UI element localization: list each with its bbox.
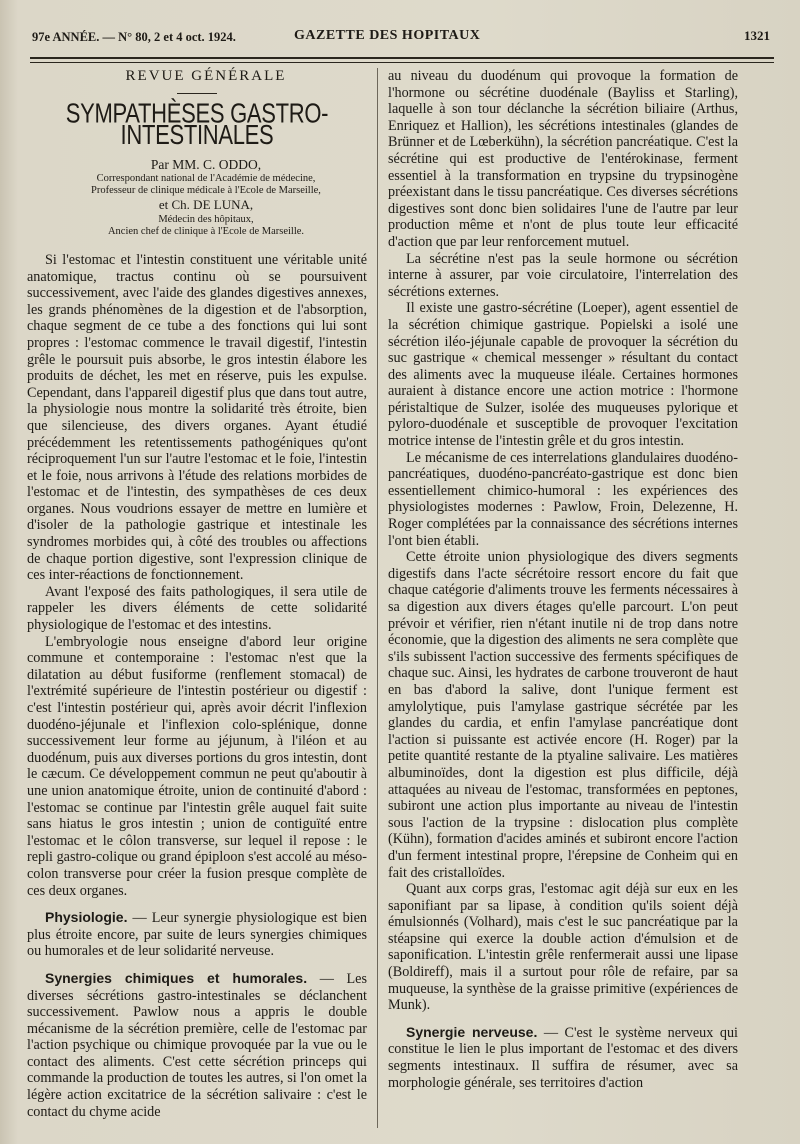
author-1: Par MM. C. ODDO,	[150, 156, 262, 172]
paragraph-synergies	[27, 970, 367, 1120]
paragraph-synergie-nerveuse-text: — C'est le système nerveux qui constitue le lien le plus important de l'estomac et des divers segments intestinaux. Il suffira de résumer, avec sa morphologie générale, ses territoires d'action	[388, 1024, 738, 1091]
paragraph-continued: au niveau du duodénum qui provoque la formation de l'hormone ou sécrétine duodénale (Bayliss et Starling), laquelle à son tour déclanche la sécrétion biliaire (Arthus, Enriquez et Hallion), les sécrétions intestinales (glandes de Brünner et de Lœberkühn), la sécrétion pancréatique. C'est la sécrétine qui est productive de l'entérokinase, ferment essentiel à la transformation en trypsine du trypsinogène préexistant dans le tissu pancréatique. Ces diverses sécrétions digestives sont donc bien solidaires l'une de l'autre par leur production même et n'ont de plus toute leur efficacité d'action que par leur renforcement mutuel.	[388, 68, 738, 250]
paragraph-synergies-text: — Les diverses sécrétions gastro-intestinales se déclanchent successivement. Pawlow nous a appris le double mécanisme de la sécrétion première, celle de l'estomac par l'action psychique ou chimique provoquée par la vue ou le contact des aliments. C'est cette sécrétion princeps qui commande la production de toutes les autres, si l'on omet la légère action excitatrice de la sécrétion salivaire : c'est le contact du chyme acide	[27, 970, 367, 1120]
page-header	[32, 22, 770, 48]
author-1-affiliation-2: Professeur de clinique médicale à l'Ecole de Marseille,	[91, 185, 321, 197]
header-rule-thin	[30, 62, 774, 63]
heading-synergie-nerveuse: Synergie nerveuse.	[406, 1023, 538, 1040]
column-divider	[377, 68, 378, 1128]
paragraph-3: L'embryologie nous enseigne d'abord leur origine commune et contemporaine : l'estomac n'est que la dilatation au début fusiforme (renflement stomacal) de l'extrémité supérieure de l'intestin postérieur ou digestif : c'est l'intestin postérieur qui, après avoir décrit l'inflexion duodéno-jéjunale et l'inflexion colo-splénique, donne successivement leur forme au jéjunum, à l'iléon et au duodénum, puis aux diverses portions du gros intestin, dont le cæcum. Ce développement commun ne peut qu'aboutir à une union anatomique étroite, union de continuité d'abord : l'estomac se continue par l'intestin grêle auquel fait suite sans hiatus le gros intestin ; union de contiguïté entre l'estomac et le côlon transverse, sur lequel il repose : le repli gastro-colique ou grand épiploon s'est accolé au méso-colon transverse pour créer la fusion presque complète de ces deux organes.	[27, 633, 367, 899]
section-rule	[177, 93, 217, 94]
paragraph-gastro-secretine: Il existe une gastro-sécrétine (Loeper), agent essentiel de la sécrétion chimique gastrique. Popielski a isolé une sécrétion iléo-jéjunale capable de provoquer la sécrétion du suc gastrique « chemical messenger » résultant du contact des aliments avec la muqueuse iléale. Certaines hormones auraient à distance encore une action motrice : l'hormone péristaltique de Sulzer, isolée des muqueuses pylorique et pyloro-duodénale et susceptible de provoquer l'excitation motrice intense de l'intestin grêle et du gros intestin.	[388, 300, 738, 450]
paragraph-union: Cette étroite union physiologique des divers segments digestifs dans l'acte sécrétoire ressort encore du fait que chaque catégorie d'aliments trouve les ferments nécessaires à sa digestion aux divers étages qu'elle parcourt. L'on peut prévoir et vérifier, rien n'étant inutile ni de trop dans notre économie, que la digestion des aliments ne sera complète que s'ils subissent l'action successive des ferments spécifiques de chaque suc. Ainsi, les hydrates de carbone trouveront de haut en bas d'abord la salive, dont l'unique ferment est amylolytique, puis l'amylase gastrique sécrétée par les glandes du cardia, et enfin l'amylase pancréatique dont l'action si puissante est activée encore (H. Roger) par la petite quantité restante de la ptyaline salivaire. Les matières albuminoïdes, dont la digestion est plus difficile, déjà attaquées au niveau de l'estomac, transformées en peptones, subiront une action plus importante au niveau de l'intestin sous l'action de la trypsine : dislocation plus complète (Kühn), formation d'acides aminés et subiront encore l'action d'un ferment intestinal propre, l'érepsine de Conheim qui en fait des cristalloïdes.	[388, 549, 738, 881]
author-2-affiliation-2: Ancien chef de clinique à l'Ecole de Marseille.	[107, 225, 305, 237]
author-1-affiliation-1: Correspondant national de l'Académie de médecine,	[96, 173, 316, 185]
paragraph-secretine: La sécrétine n'est pas la seule hormone ou sécrétion interne à assurer, par voie circulatoire, l'interrelation des sécrétions externes.	[388, 250, 738, 300]
page-number: 1321	[744, 28, 770, 43]
author-2-affiliation-1: Médecin des hôpitaux,	[158, 213, 254, 225]
author-2: et Ch. DE LUNA,	[158, 197, 254, 213]
heading-synergies: Synergies chimiques et humorales.	[45, 969, 308, 986]
section-label: REVUE GÉNÉRALE	[125, 68, 287, 84]
journal-title: GAZETTE DES HOPITAUX	[294, 28, 481, 43]
paragraph-mecanisme: Le mécanisme de ces interrelations glandulaires duodéno-pancréatiques, duodéno-pancréato-gastrique est donc bien essentiellement chimico-humoral : les expériences des physiologistes modernes : Pawlow, Froin, Delezenne, H. Roger complétées par la connaissance des sécrétions internes l'ont bien établi.	[388, 449, 738, 549]
paragraph-intro: Si l'estomac et l'intestin constituent une véritable unité anatomique, tractus continu où se poursuivent successivement, avec l'aide des glandes digestives annexes, les grands phénomènes de la digestion et de l'absorption, chaque segment de ce tube a des fonctions qui lui sont propres : l'estomac commence le travail digestif, l'intestin grêle le poursuit puis absorbe, le gros intestin élabore les produits de déchet, les met en réserve, puis les expulse. Cependant, dans l'appareil digestif plus que dans tout autre, la physiologie nous montre la solidarité très étroite, bien que silencieuse, des divers organes. Ayant étudié précédemment les retentissements pathogéniques qu'ont réciproquement l'un sur l'autre l'estomac et le foie, l'intestin et le foie, nous arrivons à l'étude des relations morbides de l'estomac et de l'intestin, des sympathèses de ces deux organes. Nous voudrions essayer de mettre en lumière et d'isoler de la pathologie gastrique et intestinale les syndromes morbides qui, à côté des troubles ou affections de chaque portion digestive, sont l'expression clinique de ces inter-réactions de fonctionnement.	[27, 251, 367, 584]
header-rule-thick	[30, 57, 774, 59]
paragraph-corps-gras: Quant aux corps gras, l'estomac agit déjà sur eux en les saponifiant par sa lipase, à condition qu'ils soient déjà émulsionnés (Volhard), mais c'est le suc pancréatique par la stéapsine qui exerce la double action d'émulsion et de saponification. L'intestin grêle renfermerait aussi une lipase (Boldireff), mais il a surtout pour rôle de refaire, par sa muqueuse, la synthèse de la graisse primitive (expériences de Munk).	[388, 881, 738, 1014]
heading-physiologie: Physiologie.	[45, 909, 128, 926]
paragraph-2: Avant l'exposé des faits pathologiques, il sera utile de rappeler les divers éléments de cette solidarité physiologique de l'estomac et des intestins.	[27, 583, 367, 634]
issue-info: 97e ANNÉE. — N° 80, 2 et 4 oct. 1924.	[32, 30, 236, 44]
paragraph-synergie-nerveuse	[388, 1024, 738, 1091]
article-title: SYMPATHÈSES GASTRO-INTESTINALES	[65, 97, 329, 150]
left-column	[27, 68, 367, 1120]
right-column	[388, 68, 738, 1091]
paragraph-physiologie	[27, 909, 367, 960]
paragraph-physiologie-text: — Leur synergie physiologique est bien plus étroite encore, par suite de leurs synergies chimiques ou humorales et de leur solidarité nerveuse.	[27, 910, 367, 960]
